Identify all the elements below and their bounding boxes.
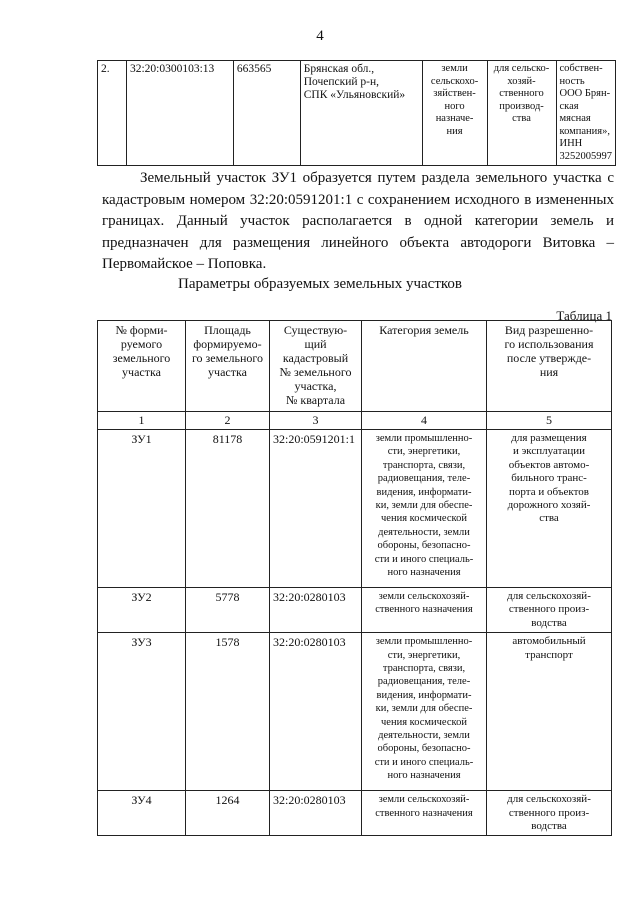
text-line: водства (531, 820, 567, 833)
text-line: деятельности, земли (378, 730, 470, 742)
parameters-table (97, 320, 612, 836)
text-line: участка (208, 365, 247, 379)
body-paragraph: Земельный участок ЗУ1 образуется путем раздела земельного участка с кадастровым номером 32:20:0591201:1 с сохранением исходного в измененных границах. Данный участок располагается в одной категории земель и предназначен для размещения линейного объекта автодороги Витовка – Первомайское – Поповка. (102, 170, 614, 272)
text-line: сти и иного специаль- (374, 553, 474, 565)
row-number: 2. (98, 61, 127, 166)
text-line: кадастровый (282, 351, 349, 365)
page-number: 4 (316, 28, 324, 44)
text-line: участка, (294, 379, 337, 393)
text-line: сти, энергетики, (387, 649, 461, 661)
use-cell (487, 61, 556, 166)
plot-area: 1578 (186, 633, 270, 791)
text-line: № земельного (279, 365, 352, 379)
text-line: ного назначения (387, 770, 461, 782)
plot-id: ЗУ1 (98, 430, 186, 588)
text-line: после утвержде- (506, 351, 592, 365)
text-line: зяйствен- (433, 88, 476, 99)
text-line: транспорт (525, 648, 573, 661)
plot-permitted-use (487, 588, 612, 633)
text-line: ки, земли для обеспе- (375, 703, 473, 715)
plot-area: 1264 (186, 791, 270, 836)
text-line: земли сельскохозяй- (378, 591, 470, 602)
text-line: земельного (112, 351, 171, 365)
text-line: ская мясная (559, 100, 591, 124)
table-label: Таблица 1 (556, 308, 612, 323)
plot-id: ЗУ2 (98, 588, 186, 633)
text-line: для сельскохозяй- (507, 590, 591, 602)
text-line: транспорта, связи, (382, 663, 466, 675)
column-number: 2 (186, 412, 270, 430)
text-line: сти, энергетики, (387, 446, 461, 458)
text-line: водства (531, 616, 567, 629)
text-line: ния (539, 365, 559, 379)
text-line: Вид разрешенно- (504, 323, 594, 337)
text-line: для размещения (511, 432, 587, 444)
plot-permitted-use (487, 430, 612, 588)
text-line: земли сельскохозяй- (378, 794, 470, 806)
header-permitted-use (487, 321, 612, 412)
text-line: участка (122, 365, 161, 379)
plot-category (362, 791, 487, 836)
previous-table-row (97, 60, 616, 166)
text-line: го использования (504, 337, 594, 351)
column-number-row (98, 412, 612, 430)
text-line: земли промышленно- (375, 636, 473, 648)
plot-cadastral: 32:20:0280103 (270, 791, 362, 836)
text-line: видения, информати- (376, 486, 472, 498)
text-line: ственного произ- (508, 603, 590, 616)
text-line: дорожного хозяй- (507, 499, 591, 512)
table-row (98, 588, 612, 633)
table-row (98, 633, 612, 791)
header-area (186, 321, 270, 412)
plot-id: ЗУ3 (98, 633, 186, 791)
column-number: 4 (362, 412, 487, 430)
text-line: сельскохо- (430, 75, 479, 87)
header-plot-number (98, 321, 186, 412)
text-line: хозяй- (507, 75, 536, 87)
text-line: 3252005997 (559, 150, 612, 162)
plot-id: ЗУ4 (98, 791, 186, 836)
text-line: деятельности, земли (378, 526, 470, 538)
text-line: Категория земель (379, 323, 469, 337)
plot-category (362, 430, 487, 588)
text-line: сти и иного специаль- (374, 756, 474, 768)
text-line: компания», (559, 125, 610, 137)
text-line: ства (512, 113, 531, 124)
text-line: ственного назначения (375, 604, 473, 616)
plot-cadastral: 32:20:0591201:1 (270, 430, 362, 588)
text-line: № квартала (285, 393, 346, 407)
owner-cell (556, 61, 616, 166)
address-cell (300, 61, 422, 166)
text-line: земли (441, 63, 468, 74)
plot-cadastral: 32:20:0280103 (270, 633, 362, 791)
text-line: чения космической (381, 716, 467, 728)
plot-category (362, 588, 487, 633)
plot-permitted-use (487, 791, 612, 836)
text-line: Площадь (204, 323, 251, 337)
text-line: производ- (499, 100, 544, 112)
text-line: обороны, безопасно- (377, 743, 471, 755)
cadastral-number: 32:20:0300103:13 (126, 61, 233, 166)
table-row (98, 791, 612, 836)
text-line: ного (444, 100, 465, 112)
text-line: чения космической (381, 513, 467, 525)
plot-area: 81178 (186, 430, 270, 588)
header-row (98, 321, 612, 412)
plot-cadastral: 32:20:0280103 (270, 588, 362, 633)
text-line: автомобильный (512, 635, 586, 648)
text-line: ки, земли для обеспе- (375, 500, 473, 512)
text-line: № форми- (115, 323, 168, 337)
category-cell (422, 61, 487, 166)
text-line: земли промышленно- (375, 433, 473, 444)
text-line: руемого (120, 337, 163, 351)
text-line: порта и объектов (509, 485, 589, 498)
text-line: формируемо- (193, 337, 262, 351)
text-line: ственного назначения (375, 807, 473, 819)
text-line: объектов автомо- (508, 458, 590, 471)
header-cadastral (270, 321, 362, 412)
text-line: для сельско- (493, 63, 550, 74)
text-line: ства (539, 512, 559, 525)
plot-area: 5778 (186, 588, 270, 633)
column-number: 5 (487, 412, 612, 430)
text-line: го земельного (191, 351, 264, 365)
text-line: ООО Брян- (559, 88, 611, 99)
column-number: 3 (270, 412, 362, 430)
text-line: для сельскохозяй- (507, 793, 591, 806)
text-line: видения, информати- (376, 689, 472, 701)
header-category (362, 321, 487, 412)
table-row (98, 430, 612, 588)
table-row (98, 61, 616, 166)
text-line: ственного (499, 88, 544, 99)
text-line: Почепский р-н, (303, 76, 380, 88)
text-line: ность (559, 75, 585, 87)
text-line: и эксплуатации (512, 445, 586, 458)
area-value: 663565 (233, 61, 300, 166)
text-line: бильного транс- (511, 472, 587, 485)
text-line: ния (446, 125, 463, 137)
text-line: Существую- (283, 323, 348, 337)
column-number: 1 (98, 412, 186, 430)
text-line: ИНН (559, 138, 583, 149)
table-title: Параметры образуемых земельных участков (178, 276, 462, 292)
text-line: радиовещания, теле- (377, 676, 471, 688)
text-line: ного назначения (387, 567, 461, 579)
text-line: щий (304, 337, 327, 351)
text-line: назначе- (435, 113, 474, 124)
plot-category (362, 633, 487, 791)
text-line: Брянская обл., (303, 63, 375, 75)
plot-permitted-use (487, 633, 612, 791)
text-line: собствен- (559, 63, 603, 74)
text-line: СПК «Ульяновский» (303, 89, 406, 101)
text-line: обороны, безопасно- (377, 540, 471, 552)
text-line: ственного произ- (508, 806, 590, 819)
text-line: транспорта, связи, (382, 459, 466, 471)
text-line: радиовещания, теле- (377, 473, 471, 485)
